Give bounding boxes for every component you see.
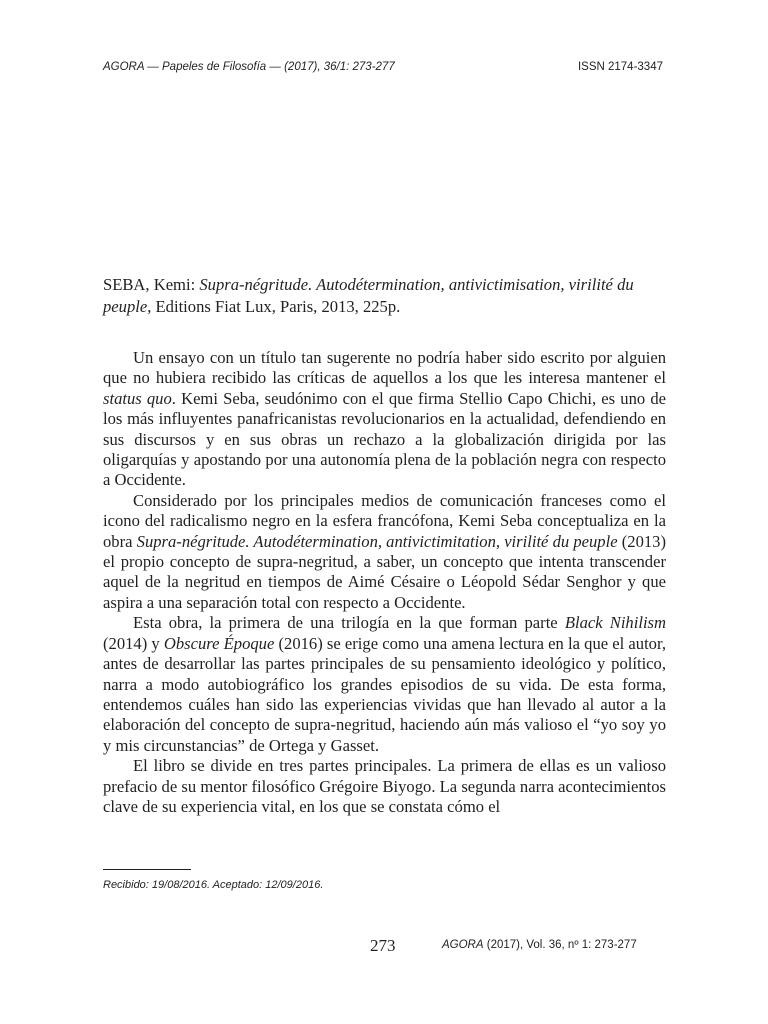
paragraph-1-italic: status quo <box>103 388 172 408</box>
issn: ISSN 2174-3347 <box>577 61 663 73</box>
running-footer <box>442 939 637 951</box>
footnote-received: Recibido: 19/08/2016. Aceptado: 12/09/2016. <box>103 879 324 891</box>
footer-journal: AGORA <box>442 939 484 951</box>
paragraph-2-italic: Supra-négritude. Autodétermination, antivictimitation, virilité du peuple <box>136 531 618 551</box>
paragraph-3 <box>103 613 666 756</box>
journal-issue-number: — (2017), 36/1: 273-277 <box>269 61 395 73</box>
paragraph-2-text-c: (2013) el propio concepto de supra-negritud, a saber, un concepto que intenta transcender aquel de la negritud en tiempos de Aimé Césaire o Léopold Sédar Senghor y que aspira a una separación total con respecto a Occidente. <box>103 531 666 612</box>
footer-volume: (2017), Vol. 36, nº 1: 273-277 <box>483 939 637 951</box>
paragraph-3-text-e: (2016) se erige como una amena lectura en la que el autor, antes de desarrollar las partes principales de su pensamiento ideológico y político, narra a modo autobiográfico los grandes episodios de su vida. De esta forma, entendemos cuáles han sido las experiencias vividas que han llevado al autor a la elaboración del concepto de supra-negritud, haciendo aún más valioso el “yo soy yo y mis circunstancias” de Ortega y Gasset. <box>103 633 666 755</box>
paragraph-2 <box>103 491 666 613</box>
paragraph-3-text-a: Esta obra, la primera de una trilogía en la que forman parte <box>133 613 565 633</box>
paragraph-3-text-c: (2014) y <box>103 633 164 653</box>
paragraph-1-text-c: . Kemi Seba, seudónimo con el que firma Stellio Capo Chichi, es uno de los más influyentes panafricanistas revolucionarios en la actualidad, defendiendo en sus discursos y en sus obras un rechazo a la globalización dirigida por las oligarquías y apostando por una autonomía plena de la población negra con respecto a Occidente. <box>103 388 666 490</box>
journal-title: AGORA — Papeles de Filosofía <box>103 61 267 73</box>
journal-issue <box>103 61 395 73</box>
citation-publisher: , Editions Fiat Lux, Paris, 2013, 225p. <box>147 297 401 316</box>
page-number: 273 <box>370 936 396 955</box>
paragraph-1 <box>103 348 666 491</box>
citation-author: SEBA, Kemi: <box>103 275 200 294</box>
book-citation <box>103 274 666 318</box>
paragraph-3-italic-1: Black Nihilism <box>564 613 667 633</box>
running-header <box>103 61 663 73</box>
paragraph-4: El libro se divide en tres partes principales. La primera de ellas es un valioso prefacio de su mentor filosófico Grégoire Biyogo. La segunda narra acontecimientos clave de su experiencia vital, en los que se constata cómo el <box>103 756 666 816</box>
review-body <box>103 348 666 817</box>
paragraph-3-italic-2: Obscure Époque <box>163 633 275 653</box>
footnote-divider <box>103 869 191 870</box>
paragraph-1-text-a: Un ensayo con un título tan sugerente no podría haber sido escrito por alguien que no hubiera recibido las críticas de aquellos a los que les interesa mantener el <box>103 348 666 388</box>
paragraph-2-text-a: Considerado por los principales medios de comunicación franceses como el icono del radicalismo negro en la esfera francófona, Kemi Seba conceptualiza en la obra <box>103 490 666 551</box>
citation-title: Supra-négritude. Autodétermination, antivictimisation, virilité du peuple <box>103 275 634 316</box>
